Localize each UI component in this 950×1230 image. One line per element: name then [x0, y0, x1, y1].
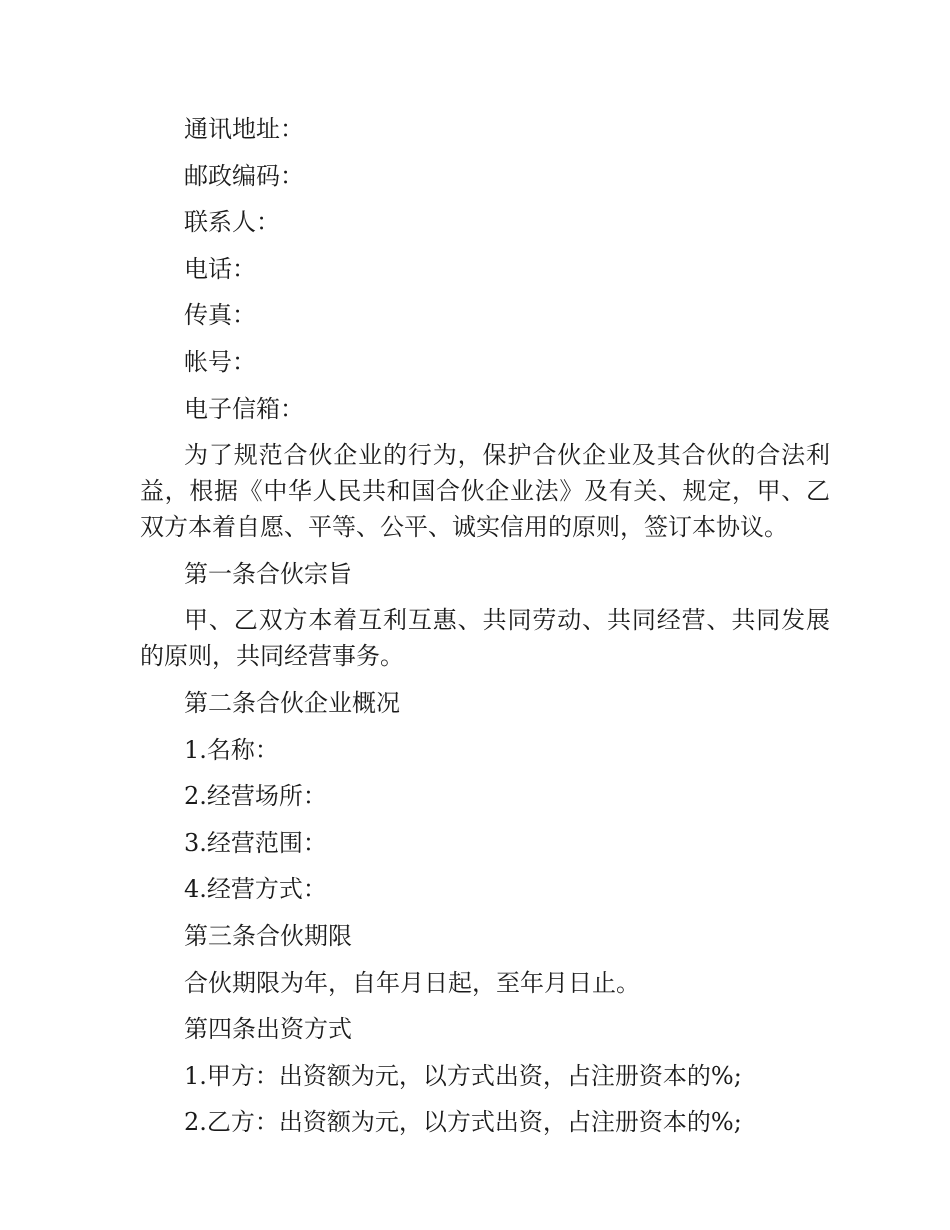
article2-item-name: 1.名称： — [184, 735, 279, 764]
intro-paragraph: 为了规范合伙企业的行为，保护合伙企业及其合伙的合法利益，根据《中华人民共和国合伙企业法》及有关、规定，甲、乙双方本着自愿、平等、公平、诚实信用的原则，签订本协议。 — [140, 441, 830, 542]
phone-field: 电话： — [184, 254, 256, 283]
article1-body: 甲、乙双方本着互利互惠、共同劳动、共同经营、共同发展的原则，共同经营事务。 — [140, 606, 830, 671]
article3-title: 第三条合伙期限 — [184, 921, 352, 950]
fax-field: 传真： — [184, 301, 256, 330]
email-field: 电子信箱： — [184, 394, 304, 423]
article4-title: 第四条出资方式 — [184, 1015, 352, 1044]
article2-item-scope: 3.经营范围： — [184, 828, 327, 857]
article1-title: 第一条合伙宗旨 — [184, 559, 352, 588]
document-body — [140, 111, 830, 1151]
article4-item-party-a: 1.甲方：出资额为元，以方式出资，占注册资本的%; — [184, 1061, 742, 1090]
article3-body: 合伙期限为年，自年月日起，至年月日止。 — [184, 968, 640, 997]
article4-item-party-b: 2.乙方：出资额为元，以方式出资，占注册资本的%; — [184, 1108, 742, 1137]
article2-title: 第二条合伙企业概况 — [184, 688, 400, 717]
account-field: 帐号： — [184, 347, 256, 376]
article2-item-mode: 4.经营方式： — [184, 875, 327, 904]
postal-code-field: 邮政编码： — [184, 161, 304, 190]
contact-address-field: 通讯地址： — [184, 115, 304, 143]
contact-person-field: 联系人： — [184, 208, 280, 237]
article2-item-premises: 2.经营场所： — [184, 782, 327, 811]
